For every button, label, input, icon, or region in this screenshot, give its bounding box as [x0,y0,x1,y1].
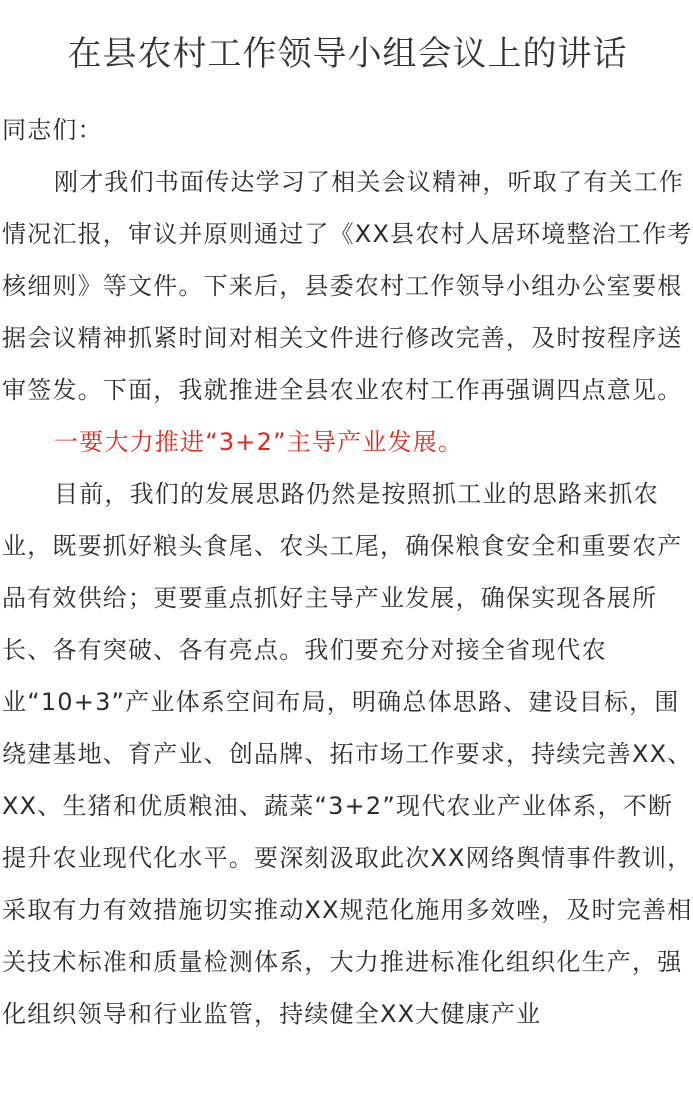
document-body [2,104,693,1040]
paragraph-section-1: 目前，我们的发展思路仍然是按照抓工业的思路来抓农业，既要抓好粮头食尾、农头工尾，确保粮食安全和重要农产品有效供给；更要重点抓好主导产业发展，确保实现各展所长、各有突破、各有亮点。我们要充分对接全省现代农业“10+3”产业体系空间布局，明确总体思路、建设目标，围绕建基地、育产业、创品牌、拓市场工作要求，持续完善XX、XX、生猪和优质粮油、蔬菜“3+2”现代农业产业体系，不断提升农业现代化水平。要深刻汲取此次XX网络舆情事件教训，采取有力有效措施切实推动XX规范化施用多效唑，及时完善相关技术标准和质量检测体系，大力推进标准化组织化生产，强化组织领导和行业监管，持续健全XX大健康产业 [2,480,693,1028]
paragraph-intro: 刚才我们书面传达学习了相关会议精神，听取了有关工作情况汇报，审议并原则通过了《XX县农村人居环境整治工作考核细则》等文件。下来后，县委农村工作领导小组办公室要根据会议精神抓紧时间对相关文件进行修改完善，及时按程序送审签发。下面，我就推进全县农业农村工作再强调四点意见。 [2,168,693,404]
section-heading-1: 一要大力推进“3+2”主导产业发展。 [54,428,464,456]
document-title: 在县农村工作领导小组会议上的讲话 [67,34,628,74]
salutation: 同志们： [2,116,103,144]
